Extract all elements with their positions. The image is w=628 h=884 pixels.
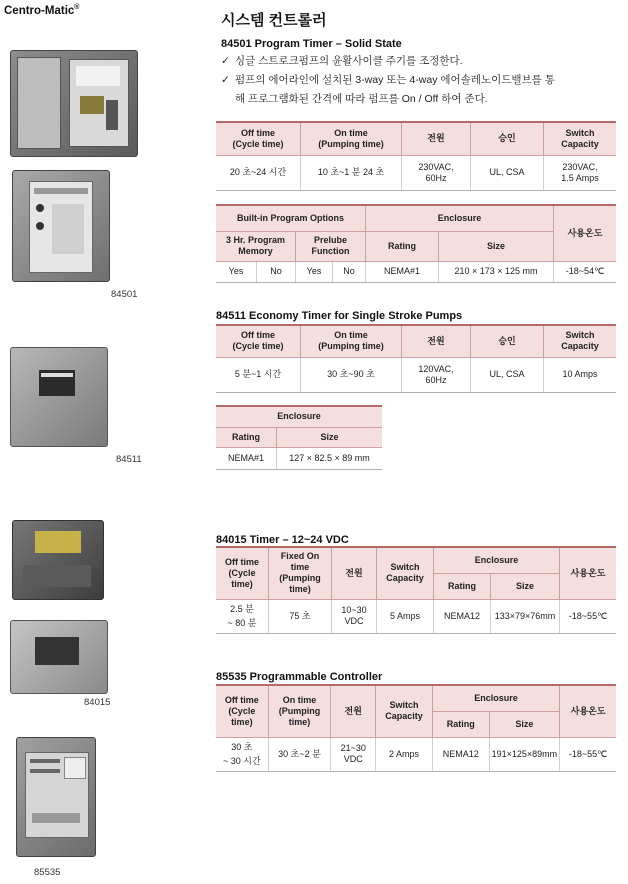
cell-prelube-yes: Yes	[296, 261, 333, 283]
header-power: 전원	[402, 122, 471, 155]
spec-table-84511-timing	[216, 324, 616, 393]
header-prelube-function: Prelube Function	[296, 231, 366, 261]
header-on-time: On time (Pumping time)	[301, 325, 402, 357]
header-size: Size	[277, 427, 383, 447]
section-title-84511: 84511 Economy Timer for Single Stroke Pumps	[216, 310, 463, 322]
cell-memory-no: No	[257, 261, 296, 283]
header-enclosure: Enclosure	[432, 685, 559, 711]
cell-on-time: 75 초	[269, 599, 332, 634]
brand-name: Centro-Matic®	[4, 4, 80, 17]
header-switch-capacity: Switch Capacity	[377, 547, 434, 599]
spec-table-84511-enclosure	[216, 405, 382, 470]
section-title-84015: 84015 Timer – 12~24 VDC	[216, 534, 349, 546]
image-label-84015: 84015	[84, 697, 111, 708]
header-fixed-on-time: Fixed On time (Pumping time)	[269, 547, 332, 599]
cell-switch-capacity: 2 Amps	[376, 737, 433, 772]
header-off-time: Off time (Cycle time)	[216, 547, 269, 599]
header-switch-capacity: Switch Capacity	[544, 325, 617, 357]
spec-table-85535	[216, 684, 616, 772]
table-row	[216, 737, 616, 772]
section-title-84501: 84501 Program Timer – Solid State	[221, 38, 402, 50]
cell-prelube-no: No	[333, 261, 366, 283]
section-title-85535: 85535 Programmable Controller	[216, 671, 383, 683]
header-rating: Rating	[432, 711, 489, 737]
cell-on-time: 10 초~1 분 24 초	[301, 155, 402, 191]
header-enclosure: Enclosure	[216, 406, 382, 427]
header-operating-temp: 사용온도	[554, 205, 617, 261]
product-photo-84015-b	[10, 620, 108, 694]
cell-off-time: 2.5 분 ~ 80 분	[216, 599, 269, 634]
bullet-list-84501	[221, 52, 621, 109]
header-rating: Rating	[366, 231, 439, 261]
cell-size: 133×79×76mm	[491, 599, 560, 634]
cell-approval: UL, CSA	[471, 155, 544, 191]
header-on-time: On time (Pumping time)	[301, 122, 402, 155]
cell-size: 127 × 82.5 × 89 mm	[277, 447, 383, 470]
header-approval: 승인	[471, 122, 544, 155]
image-label-84511: 84511	[116, 454, 142, 465]
cell-rating: NEMA#1	[216, 447, 277, 470]
header-off-time: Off time (Cycle time)	[216, 685, 268, 737]
header-rating: Rating	[216, 427, 277, 447]
header-power: 전원	[331, 685, 376, 737]
table-row	[216, 447, 382, 470]
cell-power: 10~30 VDC	[332, 599, 377, 634]
cell-power: 120VAC, 60Hz	[402, 357, 471, 393]
header-switch-capacity: Switch Capacity	[544, 122, 617, 155]
cell-size: 191×125×89mm	[489, 737, 560, 772]
cell-operating-temp: -18~55℃	[560, 599, 617, 634]
table-row	[216, 261, 616, 283]
header-program-options: Built-in Program Options	[216, 205, 366, 231]
table-row	[216, 599, 616, 634]
cell-off-time: 30 초 ~ 30 시간	[216, 737, 268, 772]
header-power: 전원	[402, 325, 471, 357]
bullet-item: ✓ 싱글 스트로크펌프의 윤활사이클 주기를 조정한다.	[221, 52, 621, 71]
check-icon: ✓	[221, 74, 230, 86]
cell-power: 230VAC, 60Hz	[402, 155, 471, 191]
header-switch-capacity: Switch Capacity	[376, 685, 433, 737]
check-icon: ✓	[221, 55, 230, 67]
header-power: 전원	[332, 547, 377, 599]
header-on-time: On time (Pumping time)	[268, 685, 331, 737]
spec-table-84501-options	[216, 204, 616, 283]
cell-switch-capacity: 230VAC, 1.5 Amps	[544, 155, 617, 191]
image-label-84501: 84501	[111, 289, 138, 300]
header-off-time: Off time (Cycle time)	[216, 122, 301, 155]
header-rating: Rating	[434, 573, 491, 599]
cell-switch-capacity: 10 Amps	[544, 357, 617, 393]
header-enclosure: Enclosure	[366, 205, 554, 231]
cell-power: 21~30 VDC	[331, 737, 376, 772]
cell-rating: NEMA12	[434, 599, 491, 634]
header-off-time: Off time (Cycle time)	[216, 325, 301, 357]
cell-switch-capacity: 5 Amps	[377, 599, 434, 634]
page-title: 시스템 컨트롤러	[221, 12, 327, 29]
cell-rating: NEMA12	[432, 737, 489, 772]
bullet-item: ✓ 펌프의 에어라인에 설치된 3-way 또는 4-way 에어솔레노이드밸브를 통	[221, 71, 621, 90]
product-photo-84501-closed	[12, 170, 110, 282]
image-label-85535: 85535	[34, 867, 61, 878]
cell-operating-temp: -18~54℃	[554, 261, 617, 283]
cell-memory-yes: Yes	[216, 261, 257, 283]
spec-table-84501-timing	[216, 121, 616, 191]
cell-off-time: 20 초~24 시간	[216, 155, 301, 191]
product-photo-84501-open	[10, 50, 138, 157]
spec-table-84015	[216, 546, 616, 634]
cell-operating-temp: -18~55℃	[560, 737, 616, 772]
cell-size: 210 × 173 × 125 mm	[439, 261, 554, 283]
header-approval: 승인	[471, 325, 544, 357]
cell-on-time: 30 초~2 분	[268, 737, 331, 772]
cell-approval: UL, CSA	[471, 357, 544, 393]
header-program-memory: 3 Hr. Program Memory	[216, 231, 296, 261]
product-photo-84511	[10, 347, 108, 447]
table-row	[216, 357, 616, 393]
cell-rating: NEMA#1	[366, 261, 439, 283]
bullet-item: 해 프로그램화된 간격에 따라 펌프를 On / Off 하여 준다.	[235, 93, 488, 105]
cell-off-time: 5 분~1 시간	[216, 357, 301, 393]
header-size: Size	[491, 573, 560, 599]
product-photo-85535	[16, 737, 96, 857]
cell-on-time: 30 초~90 초	[301, 357, 402, 393]
table-row	[216, 155, 616, 191]
header-size: Size	[439, 231, 554, 261]
header-enclosure: Enclosure	[434, 547, 560, 573]
header-operating-temp: 사용온도	[560, 547, 617, 599]
header-operating-temp: 사용온도	[560, 685, 616, 737]
product-photo-84015-a	[12, 520, 104, 600]
header-size: Size	[489, 711, 560, 737]
